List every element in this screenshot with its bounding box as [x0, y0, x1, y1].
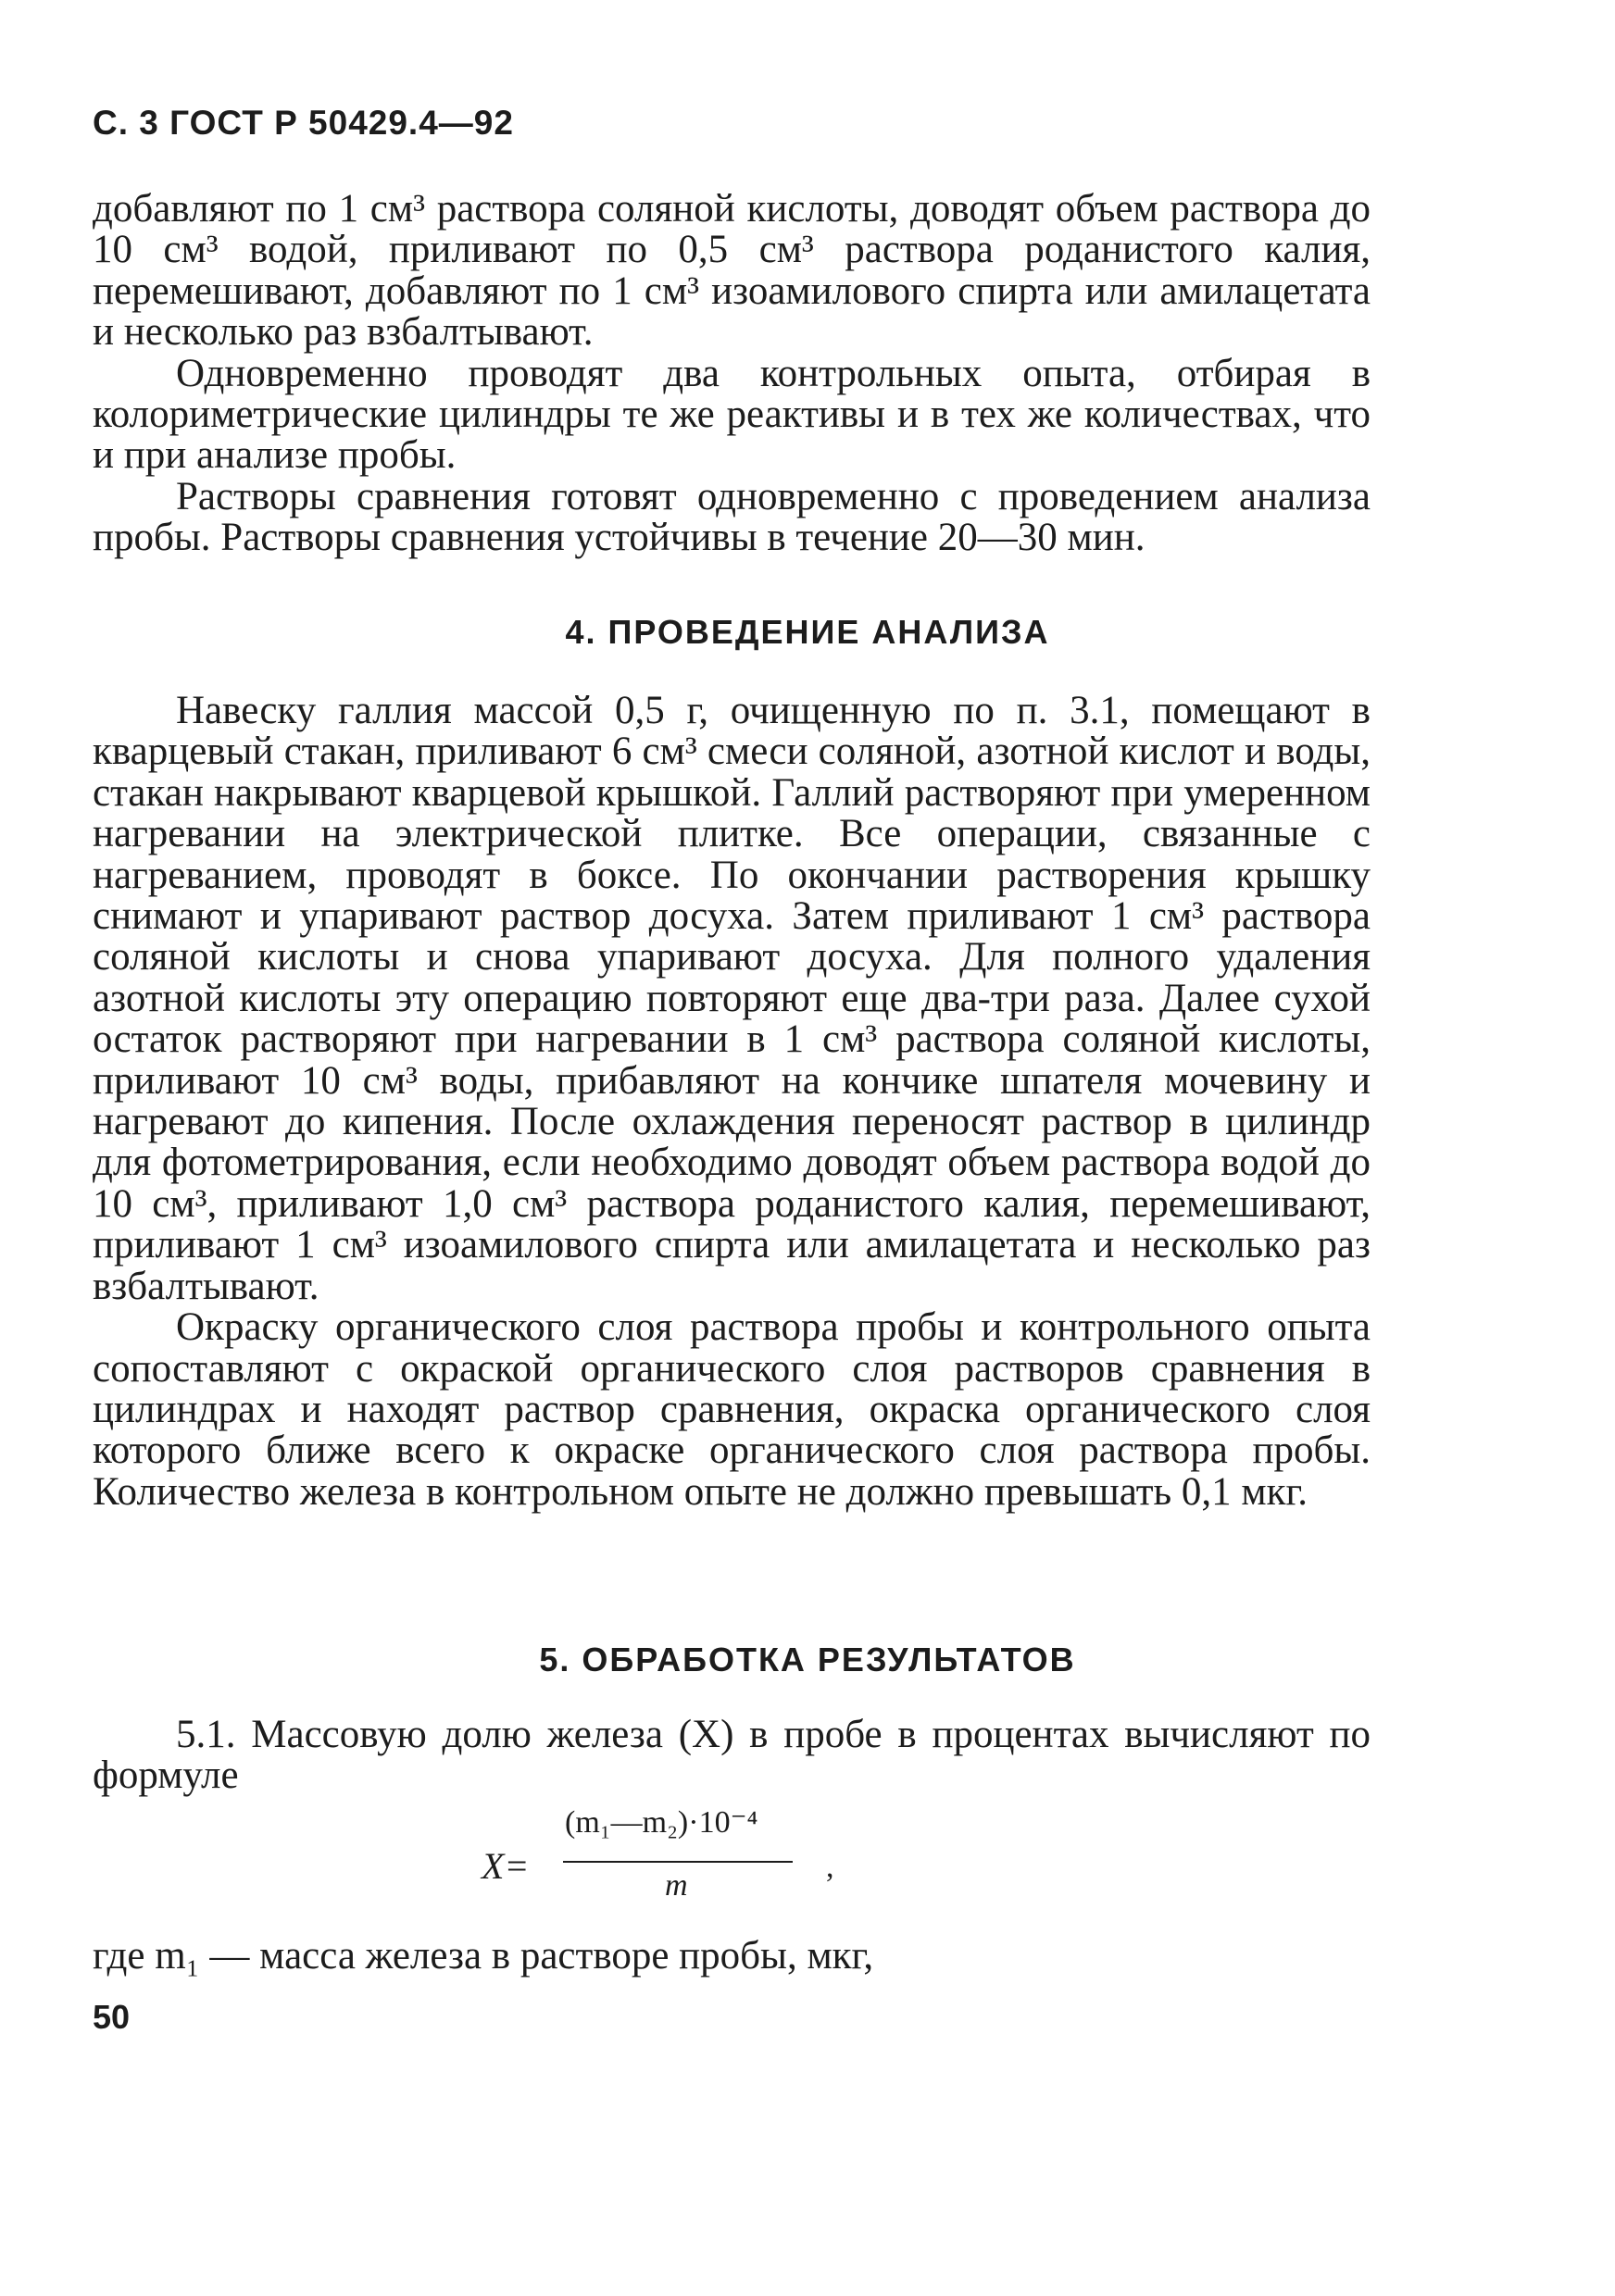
- paragraph: Одновременно проводят два контрольных опыта, отбирая в колориметрические цилиндры те же реактивы и в тех же количествах, что и при анализе пробы.: [93, 351, 1371, 478]
- page-number: 50: [93, 1998, 131, 2036]
- section-5-title: 5. ОБРАБОТКА РЕЗУЛЬТАТОВ: [539, 1641, 1076, 1678]
- section-4-text-block: [93, 691, 1371, 1513]
- formula-denominator: m: [665, 1868, 688, 1903]
- paragraph: Навеску галлия массой 0,5 г, очищенную по п. 3.1, помещают в кварцевый стакан, приливают 6 см³ смеси соляной, азотной кислот и воды, стакан накрывают кварцевой крышкой. Галлий растворяют при умеренном нагревании на электрической плитке. Все операции, связанные с нагреванием, проводят в боксе. По окончании растворения крышку снимают и упаривают раствор досуха. Затем приливают 1 см³ раствора соляной кислоты и снова упаривают досуха. Для полного удаления азотной кислоты эту операцию повторяют еще два-три раза. Далее сухой остаток растворяют при нагревании в 1 см³ раствора соляной кислоты, приливают 10 см³ воды, прибавляют на кончике шпателя мочевину и нагревают до кипения. После охлаждения переносят раствор в цилиндр для фотометрирования, если необходимо доводят объем раствора водой до 10 см³, приливают 1,0 см³ раствора роданистого калия, перемешивают, приливают 1 см³ изоамилового спирта или амилацетата и несколько раз взбалтывают.: [93, 689, 1371, 1308]
- formula-comma: ,: [826, 1850, 834, 1884]
- section-4-title: 4. ПРОВЕДЕНИЕ АНАЛИЗА: [565, 613, 1050, 651]
- formula-legend-line: где m₁ — масса железа в растворе пробы, мкг,: [93, 1934, 874, 1978]
- intro-text-block: [93, 189, 1371, 559]
- paragraph: добавляют по 1 см³ раствора соляной кислоты, доводят объем раствора до 10 см³ водой, приливают по 0,5 см³ раствора роданистого калия, перемешивают, добавляют по 1 см³ изоамилового спирта или амилацетата и несколько раз взбалтывают.: [93, 187, 1371, 355]
- paragraph: Растворы сравнения готовят одновременно с проведением анализа пробы. Растворы сравнения устойчивы в течение 20—30 мин.: [93, 474, 1371, 560]
- paragraph: 5.1. Массовую долю железа (X) в пробе в процентах вычисляют по формуле: [93, 1713, 1371, 1798]
- page-header: С. 3 ГОСТ Р 50429.4—92: [93, 104, 514, 142]
- formula-numerator: (m₁—m₂)·10⁻⁴: [565, 1805, 758, 1840]
- fraction-bar: [563, 1861, 793, 1863]
- paragraph: Окраску органического слоя раствора пробы и контрольного опыта сопоставляют с окраской органического слоя растворов сравнения в цилиндрах и находят раствор сравнения, окраска органического слоя которого ближе всего к окраске органического слоя раствора пробы. Количество железа в контрольном опыте не должно превышать 0,1 мкг.: [93, 1305, 1371, 1514]
- section-5-text-block: [93, 1715, 1371, 1797]
- formula-lhs: X=: [482, 1845, 530, 1887]
